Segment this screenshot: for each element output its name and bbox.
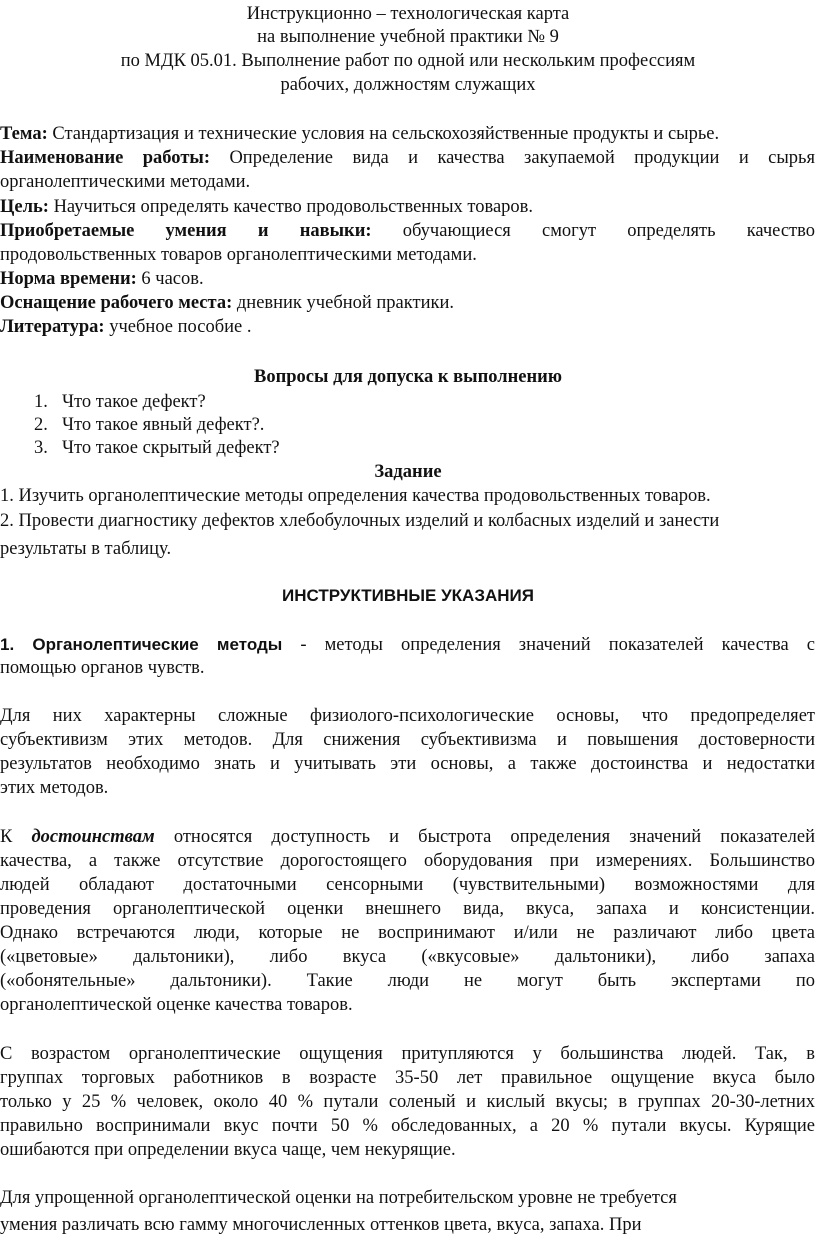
p5-line: Для упрощенной органолептической оценки на потребительском уровне не требуется: [0, 1188, 677, 1208]
p3-line-1: [0, 826, 815, 849]
task-line-3: результаты в таблицу.: [0, 539, 172, 559]
literature-value: учебное пособие .: [104, 317, 252, 337]
p3-line: («цветовые» дальтоники), либо вкуса («вкусовые» дальтоники), либо запаха: [0, 947, 815, 967]
question-text: Что такое скрытый дефект?: [62, 438, 280, 458]
field-time: [0, 268, 204, 291]
p3-rest: относятся доступность и быстрота определения значений показателей: [154, 827, 815, 847]
question-number: 3.: [34, 438, 48, 458]
p2-line: субъективизм этих методов. Для снижения субъективизма и повышения достоверности: [0, 730, 815, 750]
p3-line: проведения органолептической оценки внешнего вида, вкуса, запаха и консистенции.: [0, 899, 815, 919]
p1-line-2: помощью органов чувств.: [0, 658, 205, 678]
p4-line: только у 25 % человек, около 40 % путали соленый и кислый вкусы; в группах 20-30-летних: [0, 1092, 815, 1112]
p5-line: умения различать всю гамму многочисленных оттенков цвета, вкуса, запаха. При: [0, 1215, 642, 1235]
tema-label: Тема:: [0, 124, 48, 144]
goal-value: Научиться определять качество продовольственных товаров.: [48, 197, 534, 217]
header-line-3: по МДК 05.01. Выполнение работ по одной или нескольким профессиям: [120, 51, 696, 71]
p1-bold: 1. Органолептические методы: [0, 635, 283, 654]
p4-line: группах торговых работников в возрасте 35-50 лет правильное ощущение вкуса было: [0, 1068, 815, 1088]
p3-emphasis: достоинствам: [31, 827, 155, 847]
p3-line: качества, а также отсутствие дорогостоящего оборудования при измерениях. Большинство: [0, 851, 815, 871]
time-value: 6 часов.: [136, 269, 204, 289]
name-label: Наименование работы:: [0, 148, 211, 168]
field-goal: [0, 196, 533, 219]
skills-value-1: обучающиеся смогут определять качество: [371, 221, 815, 241]
instructions-title: ИНСТРУКТИВНЫЕ УКАЗАНИЯ: [282, 586, 534, 605]
field-tema: [0, 123, 719, 146]
p2-line: этих методов.: [0, 778, 109, 798]
field-name: [0, 147, 815, 170]
p3-line: («обонятельные» дальтоники). Такие люди не могут быть экспертами по: [0, 971, 815, 991]
p2-line: Для них характерны сложные физиолого-психологические основы, что предопределяет: [0, 706, 815, 726]
field-equipment: [0, 292, 454, 315]
header-line-4: рабочих, должностям служащих: [280, 75, 536, 95]
p3-start: К: [0, 827, 32, 847]
equipment-value: дневник учебной практики.: [232, 293, 455, 313]
equipment-label: Оснащение рабочего места:: [0, 293, 233, 313]
literature-label: Литература:: [0, 317, 105, 337]
p1-rest: - методы определения значений показателей качества с: [282, 635, 816, 655]
p4-line: правильно воспринимали вкус почти 50 % обследованных, а 20 % путали вкусы. Курящие: [0, 1116, 815, 1136]
tema-value: Стандартизация и технические условия на сельскохозяйственные продукты и сырье.: [47, 124, 720, 144]
goal-label: Цель:: [0, 197, 49, 217]
question-number: 2.: [34, 415, 48, 435]
p3-line: людей обладают достаточными сенсорными (чувствительными) возможностями для: [0, 875, 815, 895]
p4-line: С возрастом органолептические ощущения притупляются у большинства людей. Так, в: [0, 1044, 815, 1064]
p1-line-1: [0, 633, 815, 657]
skills-value-2: продовольственных товаров органолептическими методами.: [0, 245, 477, 265]
question-text: Что такое дефект?: [62, 392, 206, 412]
task-line-2: 2. Провести диагностику дефектов хлебобулочных изделий и колбасных изделий и занести: [0, 511, 720, 531]
question-text: Что такое явный дефект?.: [62, 415, 265, 435]
p3-line: органолептической оценке качества товаров.: [0, 995, 353, 1015]
field-literature: [0, 316, 251, 339]
question-number: 1.: [34, 392, 48, 412]
questions-title: Вопросы для допуска к выполнению: [254, 367, 562, 387]
header-line-1: Инструкционно – технологическая карта: [246, 4, 570, 24]
time-label: Норма времени:: [0, 269, 137, 289]
field-skills: [0, 220, 815, 243]
p2-line: результатов необходимо знать и учитывать эти основы, а также достоинства и недостатки: [0, 754, 815, 774]
task-title: Задание: [374, 462, 442, 482]
skills-label: Приобретаемые умения и навыки:: [0, 221, 372, 241]
task-line-1: 1. Изучить органолептические методы определения качества продовольственных товаров.: [0, 486, 711, 506]
name-value-2: органолептическими методами.: [0, 172, 251, 192]
name-value-1: Определение вида и качества закупаемой продукции и сырья: [210, 148, 815, 168]
p3-line: Однако встречаются люди, которые не воспринимают и/или не различают либо цвета: [0, 923, 815, 943]
p4-line: ошибаются при определении вкуса чаще, чем некурящие.: [0, 1140, 456, 1160]
header-line-2: на выполнение учебной практики № 9: [257, 27, 559, 47]
